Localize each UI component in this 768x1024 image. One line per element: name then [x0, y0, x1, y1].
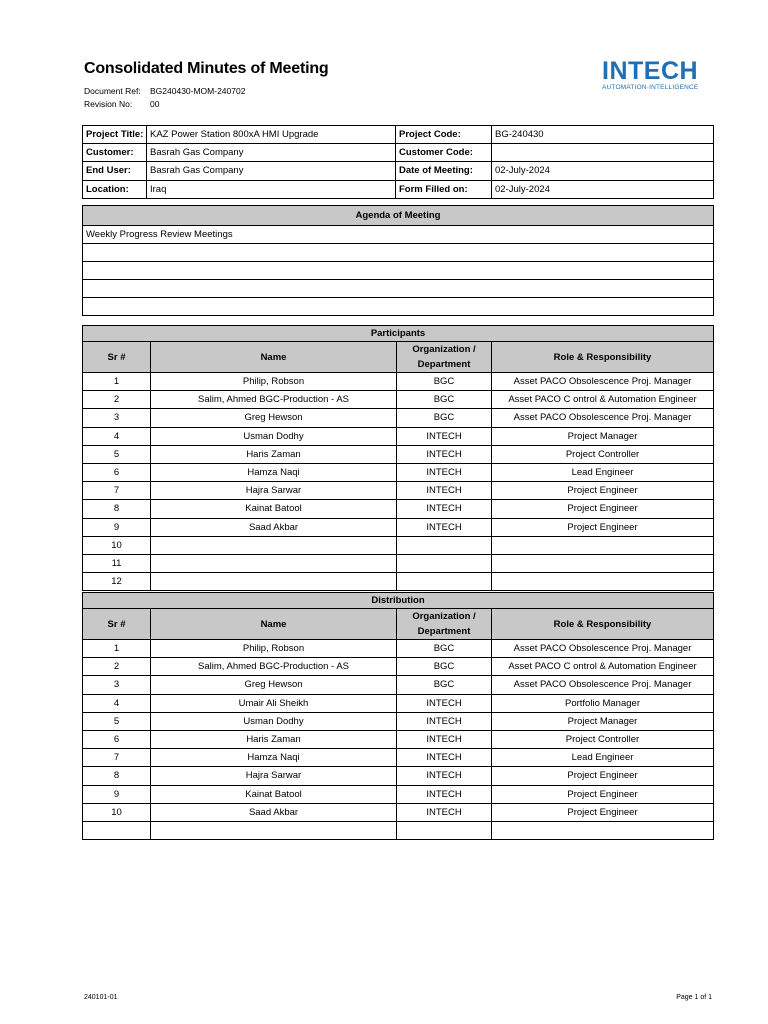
role: Project Engineer	[492, 500, 714, 518]
sr-number: 3	[83, 409, 151, 427]
sr-number: 2	[83, 391, 151, 409]
customer-value: Basrah Gas Company	[147, 144, 396, 162]
table-row	[83, 409, 714, 427]
col-name: Name	[151, 342, 397, 373]
sr-number: 11	[83, 554, 151, 572]
project-code-value: BG-240430	[492, 126, 714, 144]
person-name: Usman Dodhy	[151, 427, 397, 445]
person-name: Philip, Robson	[151, 373, 397, 391]
table-row	[83, 767, 714, 785]
organization: BGC	[397, 391, 492, 409]
sr-number: 8	[83, 767, 151, 785]
agenda-item-row	[83, 280, 714, 298]
agenda-table	[82, 205, 714, 316]
project-code-label: Project Code:	[396, 126, 492, 144]
table-row	[83, 712, 714, 730]
role: Project Engineer	[492, 767, 714, 785]
end-user-value: Basrah Gas Company	[147, 162, 396, 180]
customer-code-label: Customer Code:	[396, 144, 492, 162]
end-user-label: End User:	[83, 162, 147, 180]
role: Project Engineer	[492, 803, 714, 821]
sr-number: 8	[83, 500, 151, 518]
document-ref	[84, 86, 245, 96]
col-name: Name	[151, 609, 397, 640]
document-ref-value: BG240430-MOM-240702	[150, 86, 246, 96]
agenda-item-row	[83, 226, 714, 244]
distribution-column-headers	[83, 609, 714, 640]
person-name	[151, 821, 397, 839]
table-row	[83, 694, 714, 712]
table-row	[83, 821, 714, 839]
sr-number: 10	[83, 803, 151, 821]
table-row	[83, 554, 714, 572]
person-name: Saad Akbar	[151, 518, 397, 536]
customer-label: Customer:	[83, 144, 147, 162]
participants-header-row	[83, 326, 714, 342]
sr-number: 4	[83, 694, 151, 712]
col-role: Role & Responsibility	[492, 609, 714, 640]
table-row	[83, 640, 714, 658]
footer-form-code: 240101-01	[84, 994, 118, 1001]
person-name: Haris Zaman	[151, 445, 397, 463]
person-name	[151, 573, 397, 591]
role: Project Manager	[492, 427, 714, 445]
table-row	[83, 536, 714, 554]
intech-logo	[602, 56, 706, 91]
role	[492, 821, 714, 839]
col-org: Organization / Department	[397, 609, 492, 640]
role: Asset PACO C ontrol & Automation Engineer	[492, 658, 714, 676]
person-name: Salim, Ahmed BGC-Production - AS	[151, 658, 397, 676]
project-title-value: KAZ Power Station 800xA HMI Upgrade	[147, 126, 396, 144]
agenda-item: Weekly Progress Review Meetings	[83, 226, 714, 244]
sr-number: 9	[83, 785, 151, 803]
agenda-header: Agenda of Meeting	[83, 206, 714, 226]
document-ref-label: Document Ref:	[84, 86, 141, 96]
revision-no	[84, 99, 159, 109]
role: Asset PACO C ontrol & Automation Engineer	[492, 391, 714, 409]
table-row	[83, 785, 714, 803]
organization: BGC	[397, 373, 492, 391]
organization: BGC	[397, 409, 492, 427]
sr-number: 12	[83, 573, 151, 591]
organization	[397, 573, 492, 591]
customer-code-value	[492, 144, 714, 162]
role: Project Manager	[492, 712, 714, 730]
person-name: Hamza Naqi	[151, 749, 397, 767]
table-row	[83, 730, 714, 748]
distribution-table	[82, 592, 714, 840]
info-row	[83, 126, 714, 144]
organization: INTECH	[397, 694, 492, 712]
sr-number: 2	[83, 658, 151, 676]
sr-number: 10	[83, 536, 151, 554]
table-row	[83, 427, 714, 445]
distribution-header-row	[83, 593, 714, 609]
participants-column-headers	[83, 342, 714, 373]
sr-number: 9	[83, 518, 151, 536]
organization: INTECH	[397, 518, 492, 536]
project-info-table	[82, 125, 714, 199]
organization: INTECH	[397, 803, 492, 821]
organization: BGC	[397, 658, 492, 676]
table-row	[83, 482, 714, 500]
project-title-label: Project Title:	[83, 126, 147, 144]
info-row	[83, 144, 714, 162]
organization	[397, 821, 492, 839]
participants-rows	[83, 373, 714, 591]
agenda-item	[83, 244, 714, 262]
table-row	[83, 749, 714, 767]
role: Project Engineer	[492, 482, 714, 500]
organization	[397, 536, 492, 554]
sr-number: 4	[83, 427, 151, 445]
agenda-item-row	[83, 262, 714, 280]
meeting-date-value: 02-July-2024	[492, 162, 714, 180]
col-org: Organization / Department	[397, 342, 492, 373]
form-filled-label: Form Filled on:	[396, 180, 492, 198]
table-row	[83, 573, 714, 591]
table-row	[83, 518, 714, 536]
role: Asset PACO Obsolescence Proj. Manager	[492, 373, 714, 391]
revision-label: Revision No:	[84, 99, 133, 109]
revision-value: 00	[150, 99, 160, 109]
organization: INTECH	[397, 785, 492, 803]
col-sr: Sr #	[83, 342, 151, 373]
distribution-rows	[83, 640, 714, 840]
agenda-item	[83, 298, 714, 316]
table-row	[83, 391, 714, 409]
person-name: Umair Ali Sheikh	[151, 694, 397, 712]
logo-word: INTECH	[602, 57, 699, 85]
role	[492, 554, 714, 572]
table-row	[83, 463, 714, 481]
agenda-item	[83, 262, 714, 280]
participants-header: Participants	[83, 326, 714, 342]
sr-number: 3	[83, 676, 151, 694]
table-row	[83, 803, 714, 821]
sr-number: 7	[83, 482, 151, 500]
meeting-date-label: Date of Meeting:	[396, 162, 492, 180]
sr-number: 5	[83, 712, 151, 730]
sr-number: 1	[83, 640, 151, 658]
organization	[397, 554, 492, 572]
role: Lead Engineer	[492, 463, 714, 481]
organization: INTECH	[397, 463, 492, 481]
form-filled-value: 02-July-2024	[492, 180, 714, 198]
organization: BGC	[397, 676, 492, 694]
organization: INTECH	[397, 427, 492, 445]
location-label: Location:	[83, 180, 147, 198]
role	[492, 573, 714, 591]
table-row	[83, 445, 714, 463]
person-name: Greg Hewson	[151, 409, 397, 427]
agenda-item	[83, 280, 714, 298]
agenda-item-row	[83, 244, 714, 262]
logo-tagline: AUTOMATION·INTELLIGENCE	[602, 84, 699, 91]
person-name: Usman Dodhy	[151, 712, 397, 730]
person-name: Salim, Ahmed BGC-Production - AS	[151, 391, 397, 409]
person-name: Haris Zaman	[151, 730, 397, 748]
organization: INTECH	[397, 749, 492, 767]
role: Project Controller	[492, 730, 714, 748]
role: Portfolio Manager	[492, 694, 714, 712]
location-value: Iraq	[147, 180, 396, 198]
organization: INTECH	[397, 730, 492, 748]
role: Asset PACO Obsolescence Proj. Manager	[492, 676, 714, 694]
person-name: Greg Hewson	[151, 676, 397, 694]
person-name: Kainat Batool	[151, 785, 397, 803]
col-sr: Sr #	[83, 609, 151, 640]
footer-page-number: Page 1 of 1	[676, 994, 712, 1001]
organization: INTECH	[397, 482, 492, 500]
document-title: Consolidated Minutes of Meeting	[84, 60, 329, 77]
organization: INTECH	[397, 712, 492, 730]
person-name: Philip, Robson	[151, 640, 397, 658]
role: Asset PACO Obsolescence Proj. Manager	[492, 409, 714, 427]
role: Project Engineer	[492, 518, 714, 536]
participants-table	[82, 325, 714, 591]
sr-number: 1	[83, 373, 151, 391]
info-row	[83, 162, 714, 180]
person-name	[151, 536, 397, 554]
person-name: Kainat Batool	[151, 500, 397, 518]
person-name: Saad Akbar	[151, 803, 397, 821]
agenda-items	[83, 226, 714, 316]
table-row	[83, 373, 714, 391]
sr-number: 5	[83, 445, 151, 463]
table-row	[83, 658, 714, 676]
sr-number	[83, 821, 151, 839]
table-row	[83, 676, 714, 694]
organization: INTECH	[397, 445, 492, 463]
sr-number: 6	[83, 730, 151, 748]
person-name: Hajra Sarwar	[151, 767, 397, 785]
role: Asset PACO Obsolescence Proj. Manager	[492, 640, 714, 658]
role	[492, 536, 714, 554]
table-row	[83, 500, 714, 518]
distribution-header: Distribution	[83, 593, 714, 609]
col-role: Role & Responsibility	[492, 342, 714, 373]
role: Project Controller	[492, 445, 714, 463]
organization: INTECH	[397, 500, 492, 518]
person-name: Hamza Naqi	[151, 463, 397, 481]
organization: INTECH	[397, 767, 492, 785]
person-name	[151, 554, 397, 572]
sr-number: 7	[83, 749, 151, 767]
organization: BGC	[397, 640, 492, 658]
role: Project Engineer	[492, 785, 714, 803]
info-row	[83, 180, 714, 198]
agenda-item-row	[83, 298, 714, 316]
role: Lead Engineer	[492, 749, 714, 767]
person-name: Hajra Sarwar	[151, 482, 397, 500]
agenda-header-row	[83, 206, 714, 226]
sr-number: 6	[83, 463, 151, 481]
